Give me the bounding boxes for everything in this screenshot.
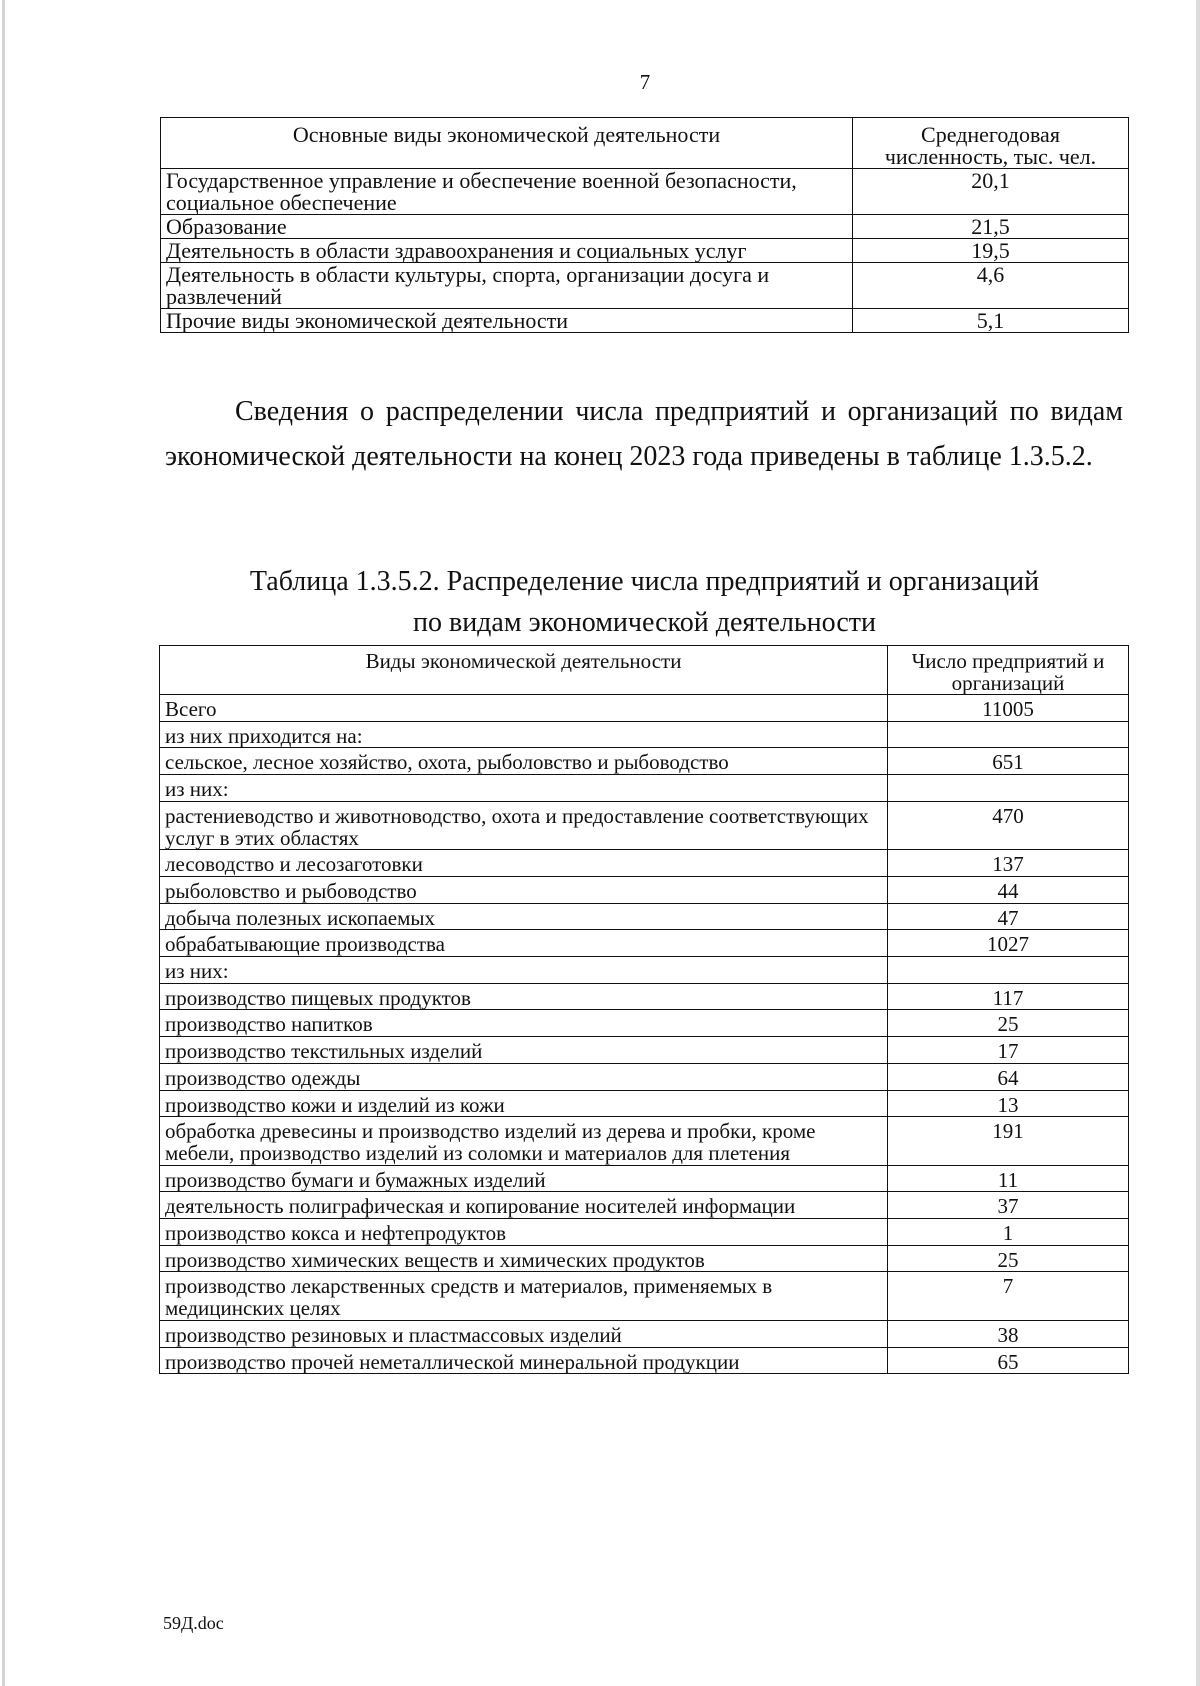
row-label: производство кокса и нефтепродуктов	[160, 1219, 888, 1246]
row-label: Государственное управление и обеспечение военной безопасности, социальное обеспечение	[161, 169, 853, 215]
row-label: производство текстильных изделий	[160, 1037, 888, 1064]
table-header-row	[161, 118, 1129, 169]
row-value: 20,1	[853, 169, 1129, 215]
table-row	[160, 695, 1129, 722]
table-row	[160, 1063, 1129, 1090]
row-label: растениеводство и животноводство, охота и предоставление соответствующих услуг в этих областях	[160, 801, 888, 849]
row-value: 7	[888, 1272, 1129, 1320]
table-row	[160, 1272, 1129, 1320]
row-label: производство пищевых продуктов	[160, 983, 888, 1010]
table-header-row	[160, 646, 1129, 695]
file-name-footer: 59Д.doc	[163, 1613, 224, 1633]
table-row	[160, 1010, 1129, 1037]
table-row	[160, 801, 1129, 849]
row-value: 25	[888, 1245, 1129, 1272]
row-value	[888, 775, 1129, 802]
row-label: лесоводство и лесозаготовки	[160, 850, 888, 877]
row-value: 13	[888, 1090, 1129, 1117]
row-label: Деятельность в области культуры, спорта, организации досуга и развлечений	[161, 263, 853, 309]
enterprises-table	[159, 645, 1129, 1374]
table-row	[160, 1117, 1129, 1165]
row-value: 1	[888, 1219, 1129, 1246]
row-label: производство бумаги и бумажных изделий	[160, 1165, 888, 1192]
row-label: рыболовство и рыбоводство	[160, 876, 888, 903]
row-label: производство прочей неметаллической минеральной продукции	[160, 1347, 888, 1374]
row-value: 21,5	[853, 215, 1129, 239]
row-value: 11	[888, 1165, 1129, 1192]
row-label: из них приходится на:	[160, 721, 888, 748]
table-row	[160, 1037, 1129, 1064]
page-number: 7	[639, 70, 651, 94]
table-row	[160, 876, 1129, 903]
table-row	[160, 1320, 1129, 1347]
row-value: 117	[888, 983, 1129, 1010]
row-value: 11005	[888, 695, 1129, 722]
row-value: 38	[888, 1320, 1129, 1347]
row-value: 470	[888, 801, 1129, 849]
row-label: Деятельность в области здравоохранения и социальных услуг	[161, 239, 853, 263]
row-label: обрабатывающие производства	[160, 930, 888, 957]
table-row	[160, 1165, 1129, 1192]
row-value	[888, 957, 1129, 984]
table-row	[160, 930, 1129, 957]
row-value: 1027	[888, 930, 1129, 957]
table-row	[160, 983, 1129, 1010]
column-header-count: Число предприятий и организаций	[888, 646, 1129, 695]
row-label: из них:	[160, 957, 888, 984]
table-row	[161, 169, 1129, 215]
employment-table	[160, 117, 1129, 333]
row-label: Всего	[160, 695, 888, 722]
table-row	[161, 263, 1129, 309]
row-value: 25	[888, 1010, 1129, 1037]
column-header-employment: Среднегодовая численность, тыс. чел.	[853, 118, 1129, 169]
table-row	[160, 903, 1129, 930]
row-label: сельское, лесное хозяйство, охота, рыболовство и рыбоводство	[160, 748, 888, 775]
row-value: 64	[888, 1063, 1129, 1090]
table-row	[160, 721, 1129, 748]
row-label: производство резиновых и пластмассовых изделий	[160, 1320, 888, 1347]
table-row	[160, 775, 1129, 802]
row-label: добыча полезных ископаемых	[160, 903, 888, 930]
table-row	[160, 957, 1129, 984]
row-value: 137	[888, 850, 1129, 877]
row-label: деятельность полиграфическая и копирование носителей информации	[160, 1192, 888, 1219]
row-value: 44	[888, 876, 1129, 903]
table-row	[161, 239, 1129, 263]
row-value: 65	[888, 1347, 1129, 1374]
row-value: 651	[888, 748, 1129, 775]
column-header-activity: Виды экономической деятельности	[160, 646, 888, 695]
row-label: Образование	[161, 215, 853, 239]
row-value	[888, 721, 1129, 748]
row-label: производство кожи и изделий из кожи	[160, 1090, 888, 1117]
scan-edge-right	[1196, 0, 1200, 1686]
table-row	[160, 1245, 1129, 1272]
table-caption	[160, 561, 1129, 643]
row-value: 5,1	[853, 309, 1129, 333]
row-label: Прочие виды экономической деятельности	[161, 309, 853, 333]
row-label: производство одежды	[160, 1063, 888, 1090]
table-caption-line-2: по видам экономической деятельности	[412, 607, 877, 638]
table-caption-line-1: Таблица 1.3.5.2. Распределение числа предприятий и организаций	[249, 566, 1040, 597]
row-label: производство химических веществ и химических продуктов	[160, 1245, 888, 1272]
table-row	[161, 309, 1129, 333]
row-value: 19,5	[853, 239, 1129, 263]
row-label: обработка древесины и производство изделий из дерева и пробки, кроме мебели, производство изделий из соломки и материалов для плетения	[160, 1117, 888, 1165]
row-value: 4,6	[853, 263, 1129, 309]
row-value: 47	[888, 903, 1129, 930]
row-value: 17	[888, 1037, 1129, 1064]
table-row	[160, 1090, 1129, 1117]
row-value: 191	[888, 1117, 1129, 1165]
table-row	[160, 1219, 1129, 1246]
row-label: из них:	[160, 775, 888, 802]
scan-edge-left	[2, 0, 5, 1686]
row-label: производство лекарственных средств и материалов, применяемых в медицинских целях	[160, 1272, 888, 1320]
table-row	[160, 748, 1129, 775]
row-label: производство напитков	[160, 1010, 888, 1037]
row-value: 37	[888, 1192, 1129, 1219]
table-row	[160, 850, 1129, 877]
body-paragraph: Сведения о распределении числа предприятий и организаций по видам экономической деятельности на конец 2023 года приведены в таблице 1.3.5.2.	[165, 396, 1123, 472]
column-header-activity: Основные виды экономической деятельности	[161, 118, 853, 169]
table-row	[161, 215, 1129, 239]
table-row	[160, 1192, 1129, 1219]
table-row	[160, 1347, 1129, 1374]
